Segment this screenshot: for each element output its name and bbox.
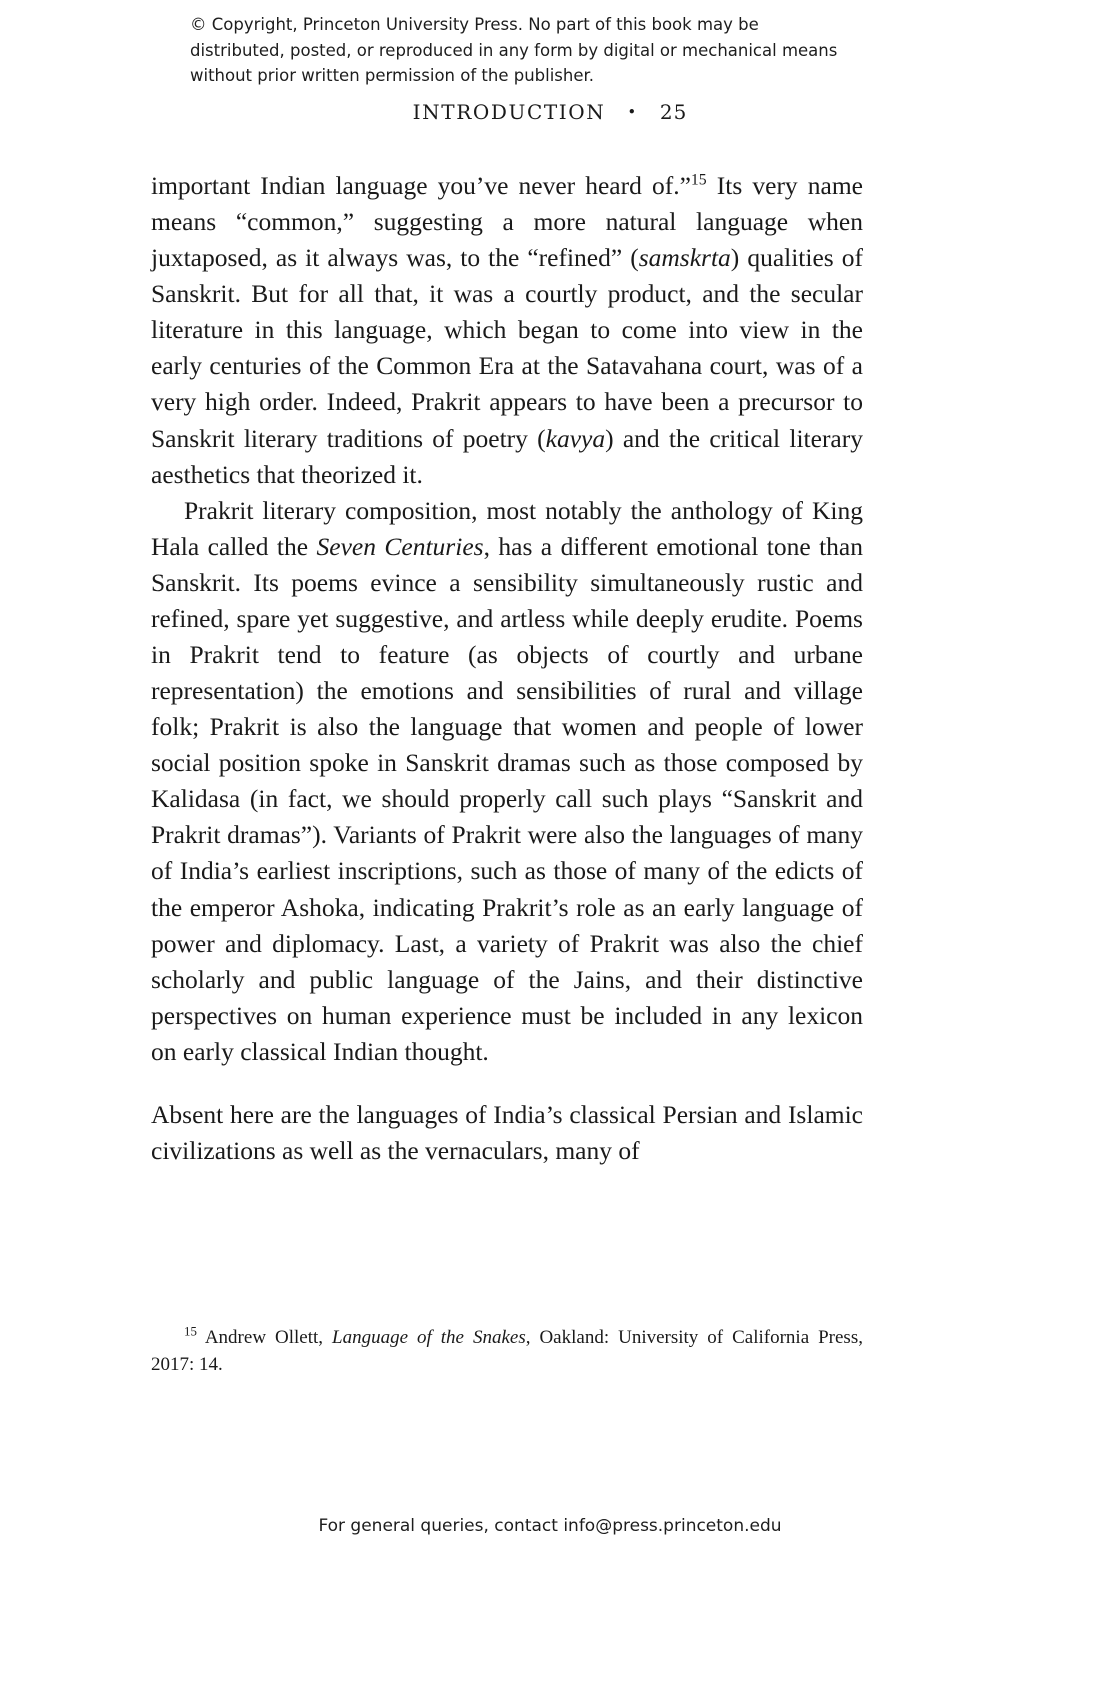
paragraph-1-part-1: important Indian language you’ve never heard of.” (151, 171, 691, 200)
paragraph-2-italic-seven-centuries: Seven Centuries (316, 531, 484, 561)
page-footer: For general queries, contact info@press.princeton.edu (318, 1516, 782, 1536)
running-head-separator: • (627, 103, 638, 121)
paragraph-1-part-2: Its very name means “common,” suggesting a more natural language when juxtaposed, as it always was, to the “refined” ( (151, 171, 863, 273)
running-head (0, 100, 1100, 124)
page-number: 25 (659, 100, 688, 124)
paragraph-1 (151, 168, 863, 493)
body-text (151, 168, 863, 1169)
paragraph-1-italic-samskrta: samskrta (638, 243, 731, 273)
paragraph-3 (151, 1097, 863, 1169)
footnote-reference-15: 15 (690, 171, 707, 189)
footnote-marker: 15 (184, 1323, 197, 1339)
running-head-title: INTRODUCTION (412, 100, 606, 124)
paragraph-1-part-3: ) qualities of Sanskrit. But for all that, it was a courtly product, and the secular literature in this language, which began to come into view in the early centuries of the Common Era at the Satavahana court, was of a very high order. Indeed, Prakrit appears to have been a precursor to Sanskrit literary traditions of poetry ( (151, 243, 863, 453)
copyright-notice: © Copyright, Princeton University Press. No part of this book may be distributed, posted, or reproduced in any form by digital or mechanical means without prior written permission of the publisher. (190, 15, 838, 86)
paragraph-3-text: Absent here are the languages of India’s classical Persian and Islamic civilizations as well as the vernaculars, many of (151, 1099, 863, 1166)
footnote-part-1: Andrew Ollett, (196, 1327, 333, 1348)
footnote-italic-title: Language of the Snakes (332, 1327, 526, 1348)
footnote-part-2: , Oakland: University of California Press, 2017: 14. (151, 1327, 863, 1375)
paragraph-2-part-1: Prakrit literary composition, most notably the anthology of King Hala called the (151, 495, 863, 561)
paragraph-2 (151, 493, 863, 1070)
paragraph-1-italic-kavya: kavya (545, 423, 606, 453)
paragraph-2-part-2: , has a different emotional tone than Sanskrit. Its poems evince a sensibility simultaneously rustic and refined, spare yet suggestive, and artless while deeply erudite. Poems in Prakrit tend to feature (as objects of courtly and urbane representation) the emotions and sensibilities of rural and village folk; Prakrit is also the language that women and people of lower social position spoke in Sanskrit dramas such as those composed by Kalidasa (in fact, we should properly call such plays “Sanskrit and Prakrit dramas”). Variants of Prakrit were also the languages of many of India’s earliest inscriptions, such as those of many of the edicts of the emperor Ashoka, indicating Prakrit’s role as an early language of power and diplomacy. Last, a variety of Prakrit was also the chief scholarly and public language of the Jains, and their distinctive perspectives on human experience must be included in any lexicon on early classical Indian thought. (151, 531, 863, 1066)
footnote-15 (151, 1325, 863, 1379)
paragraph-1-part-4: ) and the critical literary aesthetics that theorized it. (151, 423, 863, 489)
